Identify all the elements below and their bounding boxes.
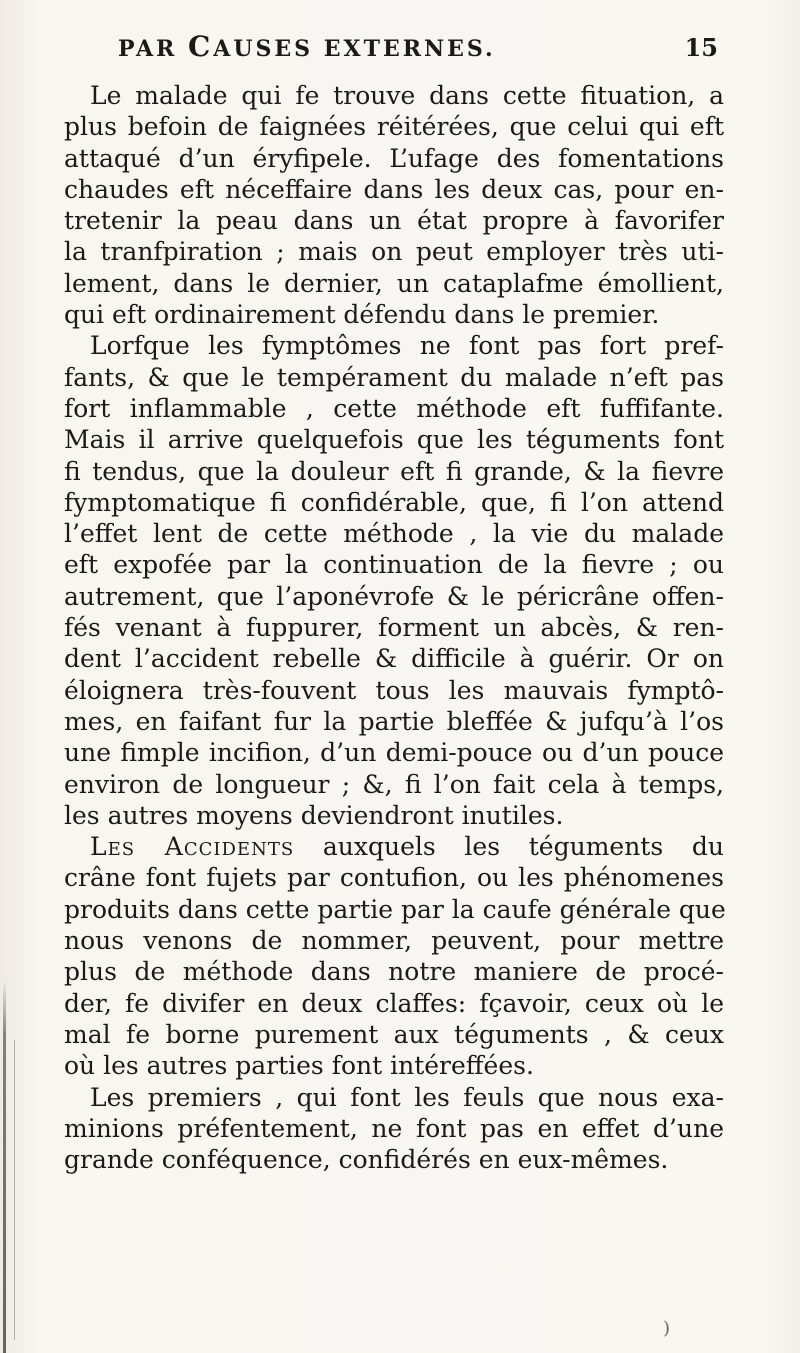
running-title-initial: C [187, 30, 214, 63]
binding-shadow [3, 980, 6, 1353]
text-line: Les premiers , qui font les feuls que nous exa- [90, 1082, 724, 1112]
text-line: dent l’accident rebelle & difficile à guérir. Or on [64, 644, 724, 674]
bottom-mark: ) [663, 1318, 671, 1339]
running-title-rest: AUSES [213, 36, 324, 62]
running-title [118, 30, 496, 63]
body-text [64, 80, 724, 1175]
section-heading: Les Accidents [90, 832, 295, 862]
text-line: fort inflammable , cette méthode eft fuffifante. [64, 393, 724, 423]
text-line: fants, & que le tempérament du malade n’eft pas [64, 362, 724, 392]
text-line: lement, dans le dernier, un cataplafme émollient, [64, 268, 724, 298]
text-line: qui eft ordinairement défendu dans le premier. [64, 300, 660, 330]
text-line-tail: auxquels les téguments du [322, 832, 724, 862]
text-line: tretenir la peau dans un état propre à favorifer [64, 206, 724, 236]
text-line: Le malade qui fe trouve dans cette fituation, a [90, 81, 724, 110]
text-line: la tranfpiration ; mais on peut employer très uti- [64, 237, 724, 267]
text-line: minions préfentement, ne font pas en effet d’une [64, 1113, 724, 1143]
text-line: grande conféquence, confidérés en eux-mêmes. [64, 1145, 669, 1175]
binding-edge [14, 1040, 15, 1340]
text-line: autrement, que l’aponévrofe & le péricrâne offen- [64, 581, 724, 611]
text-line: attaqué d’un éryfipele. L’ufage des fomentations [64, 143, 724, 173]
running-title-prefix: PAR [118, 36, 188, 62]
text-line: chaudes eft néceffaire dans les deux cas, pour en- [64, 174, 724, 204]
text-line: eft expofée par la continuation de la fievre ; ou [64, 550, 724, 580]
text-line: fi tendus, que la douleur eft fi grande, & la fievre [64, 456, 724, 486]
text-line: Mais il arrive quelquefois que les téguments font [64, 425, 724, 455]
text-line: mes, en faifant fur la partie bleffée & jufqu’à l’os [64, 706, 724, 736]
text-line: crâne font fujets par contufion, ou les phénomenes [64, 863, 724, 893]
text-line: Lorfque les fymptômes ne font pas fort pref- [90, 331, 724, 361]
text-line: éloignera très-fouvent tous les mauvais fymptô- [64, 675, 724, 705]
text-line: nous venons de nommer, peuvent, pour mettre [64, 926, 724, 956]
text-line: plus de méthode dans notre maniere de procé- [64, 957, 724, 987]
text-line: plus befoin de faignées réitérées, que celui qui eft [64, 112, 724, 142]
running-title-second-word: EXTERNES. [323, 36, 496, 62]
page-number: 15 [684, 33, 718, 62]
running-head [118, 30, 718, 70]
text-line: les autres moyens deviendront inutiles. [64, 800, 564, 830]
text-line: fés venant à fuppurer, forment un abcès, & ren- [64, 613, 724, 643]
text-line-with-heading [64, 831, 724, 862]
text-line: mal fe borne purement aux téguments , & ceux [64, 1019, 724, 1049]
text-line: l’effet lent de cette méthode , la vie du malade [64, 519, 724, 549]
text-line: produits dans cette partie par la caufe générale que [64, 894, 726, 924]
text-line: une fimple incifion, d’un demi-pouce ou d’un pouce [64, 738, 724, 768]
text-line: où les autres parties font intéreffées. [64, 1051, 534, 1081]
text-line: environ de longueur ; &, fi l’on fait cela à temps, [64, 769, 724, 799]
text-line: fymptomatique fi confidérable, que, fi l’on attend [64, 487, 724, 517]
text-line: der, fe divifer en deux claffes: fçavoir, ceux où le [64, 988, 724, 1018]
